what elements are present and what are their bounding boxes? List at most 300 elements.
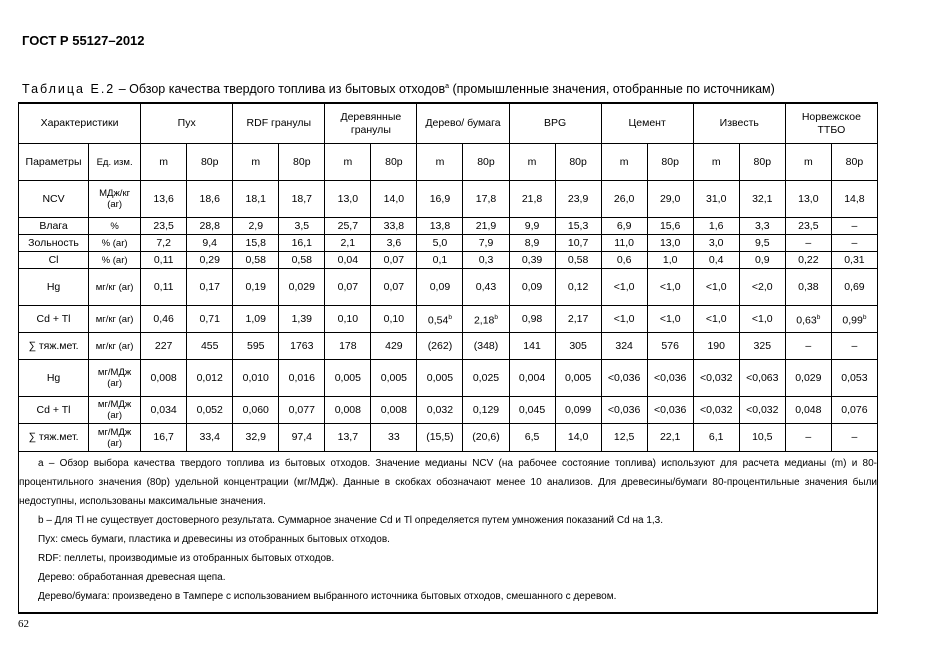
row-value — [647, 360, 693, 397]
row-value — [693, 269, 739, 306]
row-value — [601, 306, 647, 333]
row-value — [693, 306, 739, 333]
row-value — [233, 235, 279, 252]
row-value — [279, 235, 325, 252]
row-value — [785, 397, 831, 424]
row-value — [371, 269, 417, 306]
row-value — [647, 252, 693, 269]
row-value — [739, 269, 785, 306]
cell-value: 14,0 — [383, 192, 405, 205]
row-value — [509, 360, 555, 397]
row-value — [555, 218, 601, 235]
subheader-m: m — [601, 144, 647, 181]
table-label: Таблица Е.2 — [22, 82, 116, 96]
row-value — [233, 269, 279, 306]
subheader-m: m — [325, 144, 371, 181]
cell-value: 0,077 — [288, 403, 315, 416]
row-value — [509, 218, 555, 235]
cell-value: 0,008 — [380, 403, 408, 416]
cell-value: 324 — [615, 339, 633, 352]
cell-value: <0,032 — [700, 371, 733, 384]
cell-value: 7,9 — [478, 236, 494, 249]
cell-value: <0,036 — [607, 403, 641, 416]
row-value — [831, 235, 877, 252]
row-value — [693, 397, 739, 424]
cell-value: 6,5 — [524, 431, 540, 443]
row-value — [141, 306, 187, 333]
cell-value: 14,0 — [567, 431, 589, 443]
row-value — [371, 235, 417, 252]
row-value — [187, 181, 233, 218]
row-value — [463, 235, 509, 252]
cell-value: 16,7 — [153, 431, 174, 443]
cell-value: 0,04 — [337, 253, 359, 266]
cell-value: 0,99 — [842, 314, 863, 327]
row-value — [233, 333, 279, 360]
cell-value: 0,98 — [521, 312, 543, 325]
row-value — [187, 218, 233, 235]
row-value — [233, 306, 279, 333]
cell-value: 0,045 — [518, 403, 546, 416]
row-value — [233, 397, 279, 424]
row-value — [831, 218, 877, 235]
row-value — [785, 269, 831, 306]
row-value — [417, 181, 463, 218]
row-value — [555, 424, 601, 452]
cell-value: 6,9 — [616, 219, 632, 232]
cell-value: 0,034 — [150, 403, 177, 416]
cell-value: 97,4 — [291, 431, 313, 443]
cell-value: 7,2 — [156, 236, 171, 249]
row-value — [279, 181, 325, 218]
cell-value: 2,17 — [567, 312, 589, 325]
cell-value: <1,0 — [613, 280, 635, 293]
cell-value: 0,11 — [153, 280, 174, 293]
header-col-norwegian: Норвежское ТТБО — [785, 103, 877, 144]
cell-value: <0,032 — [746, 403, 779, 416]
row-value — [509, 269, 555, 306]
cell-value: 6,1 — [708, 431, 724, 443]
row-value — [555, 181, 601, 218]
row-param: Hg — [19, 360, 89, 397]
cell-value: 576 — [661, 339, 679, 352]
cell-value: 5,0 — [432, 236, 448, 249]
cell-value: 0,4 — [708, 253, 724, 266]
table-note: b – Для Tl не существует достоверного результата. Суммарное значение Cd и Tl определяется путем умножения показаний Cd на 1,3. — [38, 515, 664, 526]
row-value — [509, 333, 555, 360]
row-value — [417, 333, 463, 360]
cell-value: 0,63 — [796, 314, 817, 327]
row-value — [279, 252, 325, 269]
cell-value: 0,048 — [795, 403, 822, 416]
cell-value: 18,1 — [245, 192, 266, 205]
cell-value: 455 — [200, 339, 219, 352]
cell-value: 429 — [385, 339, 403, 352]
cell-value: 2,9 — [248, 219, 264, 232]
cell-value: <0,036 — [653, 403, 687, 416]
cell-value: <0,063 — [746, 371, 779, 384]
row-value — [831, 397, 877, 424]
cell-value: 0,71 — [199, 312, 220, 325]
cell-value: 13,0 — [337, 192, 359, 205]
cell-value: 0,016 — [288, 371, 315, 384]
row-value — [601, 397, 647, 424]
row-value — [371, 424, 417, 452]
row-value — [187, 397, 233, 424]
table-row — [19, 306, 878, 333]
cell-value: 13,0 — [798, 192, 819, 205]
cell-value: 0,076 — [841, 403, 868, 416]
row-value — [233, 218, 279, 235]
cell-value: 13,6 — [153, 192, 174, 205]
row-param: ∑ тяж.мет. — [19, 424, 89, 452]
cell-value: 0,07 — [337, 280, 359, 293]
table-notes — [19, 452, 878, 614]
row-value — [555, 397, 601, 424]
row-param: ∑ тяж.мет. — [19, 333, 89, 360]
cell-value: – — [805, 431, 812, 443]
row-value — [417, 397, 463, 424]
row-value — [417, 218, 463, 235]
row-value — [785, 218, 831, 235]
cell-value: 0,10 — [383, 312, 405, 325]
row-unit: МДж/кг (ar) — [89, 181, 141, 218]
cell-value: 0,22 — [798, 253, 819, 266]
row-value — [601, 235, 647, 252]
cell-value: 0,1 — [432, 253, 448, 266]
row-value — [279, 424, 325, 452]
footnote-mark: b — [494, 313, 499, 321]
row-value — [601, 424, 647, 452]
subheader-m: m — [785, 144, 831, 181]
cell-value: 3,0 — [708, 236, 724, 249]
cell-value: 3,3 — [754, 219, 770, 232]
row-value — [831, 306, 877, 333]
row-param: Влага — [19, 218, 89, 235]
row-value — [693, 360, 739, 397]
cell-value: 9,4 — [202, 236, 217, 249]
cell-value: 13,7 — [337, 431, 359, 443]
cell-value: 0,46 — [153, 312, 174, 325]
row-value — [647, 181, 693, 218]
row-value — [739, 218, 785, 235]
row-value — [463, 218, 509, 235]
cell-value: 0,38 — [798, 280, 819, 293]
table-row — [19, 360, 878, 397]
cell-value: 32,9 — [245, 431, 266, 443]
cell-value: 0,39 — [521, 253, 543, 266]
row-value — [601, 218, 647, 235]
row-value — [509, 424, 555, 452]
cell-value: 0,004 — [518, 371, 546, 384]
cell-value: – — [851, 339, 858, 352]
row-value — [739, 252, 785, 269]
row-value — [601, 360, 647, 397]
row-unit: мг/кг (ar) — [89, 306, 141, 333]
cell-value: <1,0 — [705, 312, 727, 325]
row-param: Зольность — [19, 235, 89, 252]
cell-value: 10,7 — [567, 236, 589, 249]
row-value — [463, 333, 509, 360]
row-value — [141, 360, 187, 397]
cell-value: 13,8 — [429, 219, 451, 232]
subheader-m: m — [417, 144, 463, 181]
footnote-mark: b — [862, 313, 867, 321]
cell-value: 0,052 — [196, 403, 223, 416]
subheader-80p: 80p — [279, 144, 325, 181]
cell-value: 0,032 — [426, 403, 454, 416]
row-unit: мг/кг (ar) — [89, 269, 141, 306]
cell-value: 227 — [154, 339, 173, 352]
cell-value: 33,4 — [199, 431, 220, 443]
row-value — [785, 306, 831, 333]
row-value — [279, 333, 325, 360]
cell-value: 16,9 — [429, 192, 451, 205]
cell-value: 0,060 — [242, 403, 269, 416]
cell-value: 595 — [246, 339, 265, 352]
footnote-mark: b — [816, 313, 821, 321]
row-value — [325, 306, 371, 333]
row-value — [187, 333, 233, 360]
cell-value: 0,19 — [245, 280, 266, 293]
row-value — [739, 306, 785, 333]
row-value — [831, 424, 877, 452]
cell-value: 0,12 — [567, 280, 589, 293]
row-param: NCV — [19, 181, 89, 218]
cell-value: 2,1 — [340, 236, 356, 249]
row-value — [693, 218, 739, 235]
row-value — [417, 252, 463, 269]
row-value — [371, 218, 417, 235]
cell-value: 0,008 — [334, 403, 361, 416]
row-value — [141, 333, 187, 360]
row-value — [785, 333, 831, 360]
row-value — [555, 360, 601, 397]
row-unit: мг/МДж (ar) — [89, 424, 141, 452]
cell-value: 23,5 — [153, 219, 174, 232]
row-value — [463, 360, 509, 397]
cell-value: <1,0 — [613, 312, 635, 325]
row-value — [371, 181, 417, 218]
subheader-params: Параметры — [19, 144, 89, 181]
cell-value: <2,0 — [751, 280, 773, 293]
row-value — [141, 235, 187, 252]
row-value — [647, 269, 693, 306]
table-note: RDF: пеллеты, производимые из отобранных бытовых отходов. — [38, 553, 335, 564]
cell-value: 0,09 — [429, 280, 451, 293]
row-value — [463, 181, 509, 218]
notes-row — [19, 452, 878, 614]
row-value — [371, 306, 417, 333]
row-value — [509, 306, 555, 333]
row-value — [647, 424, 693, 452]
cell-value: 33 — [388, 431, 400, 443]
cell-value: 31,0 — [706, 192, 727, 205]
cell-value: 141 — [523, 339, 541, 352]
row-value — [647, 397, 693, 424]
row-value — [693, 252, 739, 269]
cell-value: 0,69 — [844, 280, 865, 293]
row-value — [325, 424, 371, 452]
cell-value: 0,29 — [199, 253, 220, 266]
row-value — [325, 333, 371, 360]
row-value — [739, 424, 785, 452]
row-value — [417, 424, 463, 452]
subheader-unit: Ед. изм. — [89, 144, 141, 181]
cell-value: <0,032 — [700, 403, 733, 416]
row-value — [233, 181, 279, 218]
header-row — [19, 103, 878, 144]
cell-value: 0,008 — [150, 371, 177, 384]
cell-value: 305 — [569, 339, 587, 352]
row-value — [325, 360, 371, 397]
cell-value: – — [805, 236, 812, 249]
cell-value: 18,6 — [199, 192, 220, 205]
cell-value: 0,012 — [196, 371, 223, 384]
cell-value: <0,036 — [607, 371, 641, 384]
cell-value: 0,58 — [567, 253, 589, 266]
row-value — [739, 397, 785, 424]
row-param: Cd + Tl — [19, 306, 89, 333]
subheader-m: m — [693, 144, 739, 181]
row-value — [601, 269, 647, 306]
cell-value: 190 — [707, 339, 725, 352]
row-unit: % (ar) — [89, 252, 141, 269]
cell-value: 17,8 — [475, 192, 497, 205]
cell-value: 0,54 — [427, 314, 449, 327]
row-value — [509, 397, 555, 424]
row-value — [831, 252, 877, 269]
row-value — [187, 306, 233, 333]
cell-value: 0,029 — [288, 280, 315, 293]
cell-value: 25,7 — [337, 219, 359, 232]
cell-value: 0,9 — [754, 253, 770, 266]
row-value — [279, 397, 325, 424]
row-value — [325, 269, 371, 306]
row-value — [739, 360, 785, 397]
row-param: Cl — [19, 252, 89, 269]
row-value — [141, 397, 187, 424]
row-value — [693, 424, 739, 452]
row-value — [601, 333, 647, 360]
subheader-80p: 80p — [371, 144, 417, 181]
cell-value: 0,005 — [380, 371, 408, 384]
row-value — [187, 360, 233, 397]
cell-value: 3,6 — [386, 236, 402, 249]
row-value — [141, 218, 187, 235]
cell-value: 0,58 — [291, 253, 313, 266]
cell-value: 0,099 — [564, 403, 592, 416]
row-value — [233, 360, 279, 397]
cell-value: 0,09 — [521, 280, 543, 293]
cell-value: 1,0 — [662, 253, 678, 266]
table-row — [19, 218, 878, 235]
row-value — [831, 360, 877, 397]
row-value — [325, 218, 371, 235]
row-value — [785, 252, 831, 269]
subheader-m: m — [233, 144, 279, 181]
row-value — [463, 252, 509, 269]
subheader-m: m — [141, 144, 187, 181]
row-value — [555, 306, 601, 333]
row-value — [463, 397, 509, 424]
cell-value: 1763 — [290, 339, 314, 352]
header-col-wood-paper: Дерево/ бумага — [417, 103, 509, 144]
cell-value: 26,0 — [613, 192, 635, 205]
row-value — [371, 397, 417, 424]
row-param: Cd + Tl — [19, 397, 89, 424]
row-value — [279, 306, 325, 333]
cell-value: <1,0 — [659, 312, 681, 325]
cell-value: 0,3 — [478, 253, 494, 266]
cell-value: <1,0 — [705, 280, 727, 293]
cell-value: – — [851, 219, 858, 232]
standard-header: ГОСТ Р 55127–2012 — [22, 33, 145, 48]
cell-value: 0,58 — [245, 253, 266, 266]
cell-value: 9,5 — [754, 236, 770, 249]
cell-value: 33,8 — [383, 219, 405, 232]
header-col-wood-pellets: Деревянные гранулы — [325, 103, 417, 144]
cell-value: <0,036 — [653, 371, 687, 384]
row-value — [417, 306, 463, 333]
cell-value: <1,0 — [751, 312, 773, 325]
row-value — [325, 181, 371, 218]
table-row — [19, 252, 878, 269]
row-value — [141, 424, 187, 452]
cell-value: 32,1 — [752, 192, 773, 205]
table-row — [19, 424, 878, 452]
row-param: Hg — [19, 269, 89, 306]
row-value — [371, 360, 417, 397]
cell-value: 2,18 — [473, 314, 495, 327]
row-value — [463, 269, 509, 306]
row-value — [785, 181, 831, 218]
cell-value: 8,9 — [524, 236, 540, 249]
header-col-puh: Пух — [141, 103, 233, 144]
cell-value: 23,5 — [798, 219, 819, 232]
cell-value: 0,10 — [337, 312, 359, 325]
cell-value: 15,6 — [659, 219, 681, 232]
row-value — [601, 181, 647, 218]
cell-value: 14,8 — [844, 192, 865, 205]
header-col-bpg: BPG — [509, 103, 601, 144]
table-title-tail: (промышленные значения, отобранные по источникам) — [449, 82, 775, 96]
row-value — [555, 252, 601, 269]
cell-value: 15,3 — [567, 219, 589, 232]
row-value — [647, 333, 693, 360]
subheader-m: m — [509, 144, 555, 181]
cell-value: – — [851, 236, 858, 249]
cell-value: 325 — [753, 339, 772, 352]
row-value — [141, 181, 187, 218]
cell-value: 3,5 — [294, 219, 310, 232]
table-row — [19, 181, 878, 218]
subheader-80p: 80p — [647, 144, 693, 181]
cell-value: 28,8 — [199, 219, 220, 232]
row-value — [233, 424, 279, 452]
fuel-quality-table — [18, 102, 878, 614]
row-unit: мг/МДж (ar) — [89, 360, 141, 397]
table-row — [19, 235, 878, 252]
cell-value: 21,9 — [475, 219, 497, 232]
row-value — [739, 333, 785, 360]
row-value — [509, 181, 555, 218]
cell-value: 11,0 — [614, 236, 634, 249]
cell-value: 9,9 — [524, 219, 540, 232]
row-value — [693, 235, 739, 252]
cell-value: (262) — [427, 339, 453, 352]
row-value — [785, 360, 831, 397]
